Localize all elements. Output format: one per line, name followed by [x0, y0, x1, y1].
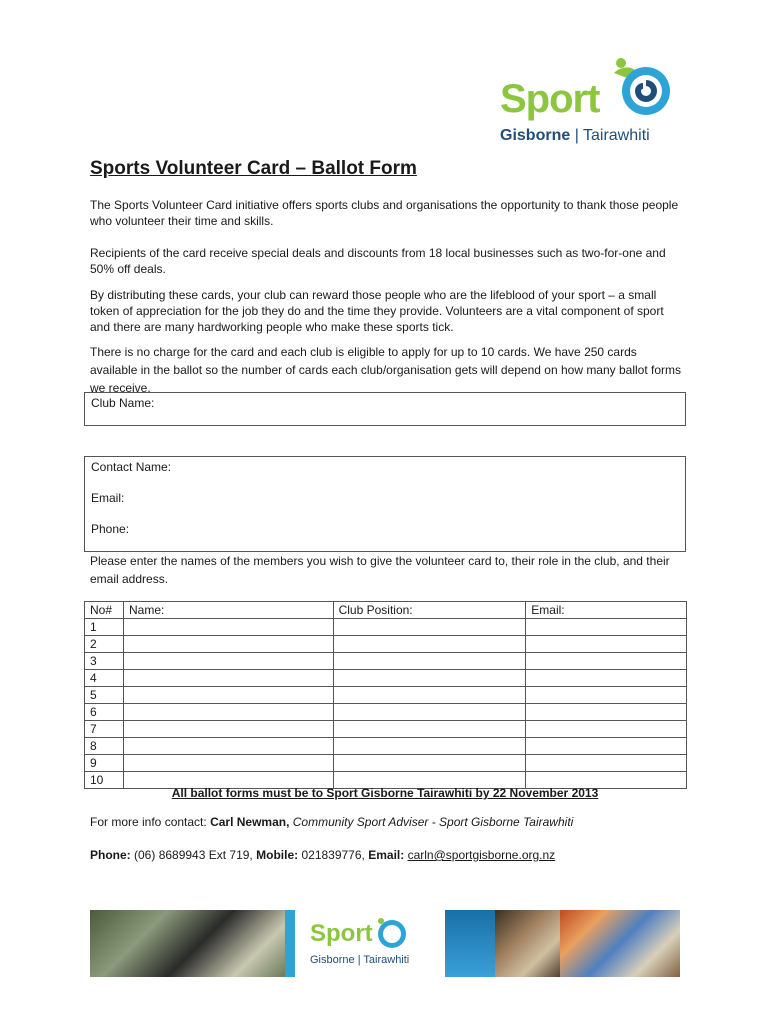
row-number: 1: [85, 619, 124, 636]
row-number: 7: [85, 721, 124, 738]
table-row: [85, 687, 687, 704]
member-email-cell[interactable]: [526, 755, 687, 772]
row-number: 3: [85, 653, 124, 670]
table-row: [85, 738, 687, 755]
footer-banner: [90, 910, 680, 977]
club-position-cell[interactable]: [333, 687, 526, 704]
header-club-position: Club Position:: [333, 602, 526, 619]
phone-label[interactable]: Phone:: [91, 522, 130, 536]
deadline-notice: All ballot forms must be to Sport Gisborne Tairawhiti by 22 November 2013: [171, 786, 599, 800]
member-name-cell[interactable]: [123, 738, 333, 755]
phone-label-bold: Phone:: [90, 848, 131, 862]
email-label-bold: Email:: [368, 848, 405, 862]
header-no: No#: [85, 602, 124, 619]
header-name: Name:: [123, 602, 333, 619]
member-email-cell[interactable]: [526, 670, 687, 687]
contact-numbers: [90, 848, 555, 862]
member-email-cell[interactable]: [526, 619, 687, 636]
email-link[interactable]: carln@sportgisborne.org.nz: [407, 848, 556, 862]
banner-swirl-icon: [375, 916, 409, 950]
member-email-cell[interactable]: [526, 704, 687, 721]
charge-paragraph: There is no charge for the card and each club is eligible to apply for up to 10 cards. We have 250 cards available in the ballot so the number of cards each club/organisation gets will depend on how many ballot forms we receive.: [90, 345, 682, 395]
member-name-cell[interactable]: [123, 704, 333, 721]
member-name-cell[interactable]: [123, 653, 333, 670]
row-number: 8: [85, 738, 124, 755]
phone-value: (06) 8689943 Ext 719,: [134, 848, 253, 862]
logo-sub-tairawhiti: Tairawhiti: [583, 127, 650, 144]
contact-details-box: [84, 456, 686, 552]
row-number: 9: [85, 755, 124, 772]
kids-sport-photo: [560, 910, 680, 977]
contact-info: [90, 815, 573, 829]
table-row: [85, 704, 687, 721]
logo-subtitle: [500, 127, 650, 145]
row-number: 4: [85, 670, 124, 687]
banner-brand: Sport: [310, 920, 373, 947]
club-position-cell[interactable]: [333, 721, 526, 738]
email-label[interactable]: Email:: [91, 491, 125, 505]
member-name-cell[interactable]: [123, 687, 333, 704]
banner-subtitle: Gisborne | Tairawhiti: [310, 954, 410, 966]
mobile-value: 021839776,: [301, 848, 365, 862]
club-position-cell[interactable]: [333, 755, 526, 772]
mobile-label: Mobile:: [256, 848, 299, 862]
member-email-cell[interactable]: [526, 636, 687, 653]
banner-divider: [285, 910, 295, 977]
member-name-cell[interactable]: [123, 670, 333, 687]
club-position-cell[interactable]: [333, 738, 526, 755]
contact-name: Carl Newman,: [210, 815, 290, 829]
header-email: Email:: [526, 602, 687, 619]
row-number: 6: [85, 704, 124, 721]
club-position-cell[interactable]: [333, 653, 526, 670]
row-number: 2: [85, 636, 124, 653]
club-name-field[interactable]: [84, 392, 686, 426]
page-title: Sports Volunteer Card – Ballot Form: [90, 158, 417, 179]
member-email-cell[interactable]: [526, 687, 687, 704]
club-name-label: Club Name:: [91, 396, 155, 410]
member-email-cell[interactable]: [526, 721, 687, 738]
club-position-cell[interactable]: [333, 619, 526, 636]
instructions-text: Please enter the names of the members you wish to give the volunteer card to, their role in the club, and their email address.: [90, 554, 670, 586]
club-position-cell[interactable]: [333, 670, 526, 687]
archery-photo: [495, 910, 560, 977]
table-row: [85, 670, 687, 687]
club-position-cell[interactable]: [333, 704, 526, 721]
contact-prefix: For more info contact:: [90, 815, 207, 829]
table-header-row: [85, 602, 687, 619]
swirl-logo-icon: [610, 55, 672, 119]
blue-graphic: [445, 910, 495, 977]
member-name-cell[interactable]: [123, 721, 333, 738]
table-row: [85, 721, 687, 738]
members-table: [84, 601, 687, 789]
rugby-photo: [90, 910, 285, 977]
intro-paragraph: The Sports Volunteer Card initiative offers sports clubs and organisations the opportunity to thank those people who volunteer their time and skills.: [90, 198, 679, 228]
table-row: [85, 619, 687, 636]
member-email-cell[interactable]: [526, 738, 687, 755]
row-number: 10: [85, 772, 124, 789]
table-row: [85, 636, 687, 653]
row-number: 5: [85, 687, 124, 704]
member-name-cell[interactable]: [123, 619, 333, 636]
member-email-cell[interactable]: [526, 653, 687, 670]
logo-sub-separator: |: [574, 127, 579, 144]
contact-role: Community Sport Adviser - Sport Gisborne Tairawhiti: [292, 815, 574, 829]
sport-gisborne-logo: [500, 55, 675, 150]
club-position-cell[interactable]: [333, 636, 526, 653]
banner-logo: [295, 910, 445, 977]
member-name-cell[interactable]: [123, 636, 333, 653]
member-name-cell[interactable]: [123, 755, 333, 772]
logo-sub-gisborne: Gisborne: [500, 127, 571, 144]
contact-name-label[interactable]: Contact Name:: [91, 460, 172, 474]
recipients-paragraph: Recipients of the card receive special deals and discounts from 18 local businesses such as two-for-one and 50% off deals.: [90, 246, 666, 276]
distribution-paragraph: By distributing these cards, your club can reward those people who are the lifeblood of your sport – a small token of appreciation for the job they do and the time they provide. Volunteers are a vital component of sport and there are many hardworking people who make these sports tick.: [90, 288, 664, 334]
table-row: [85, 755, 687, 772]
table-row: [85, 653, 687, 670]
logo-brand: Sport: [500, 77, 600, 121]
